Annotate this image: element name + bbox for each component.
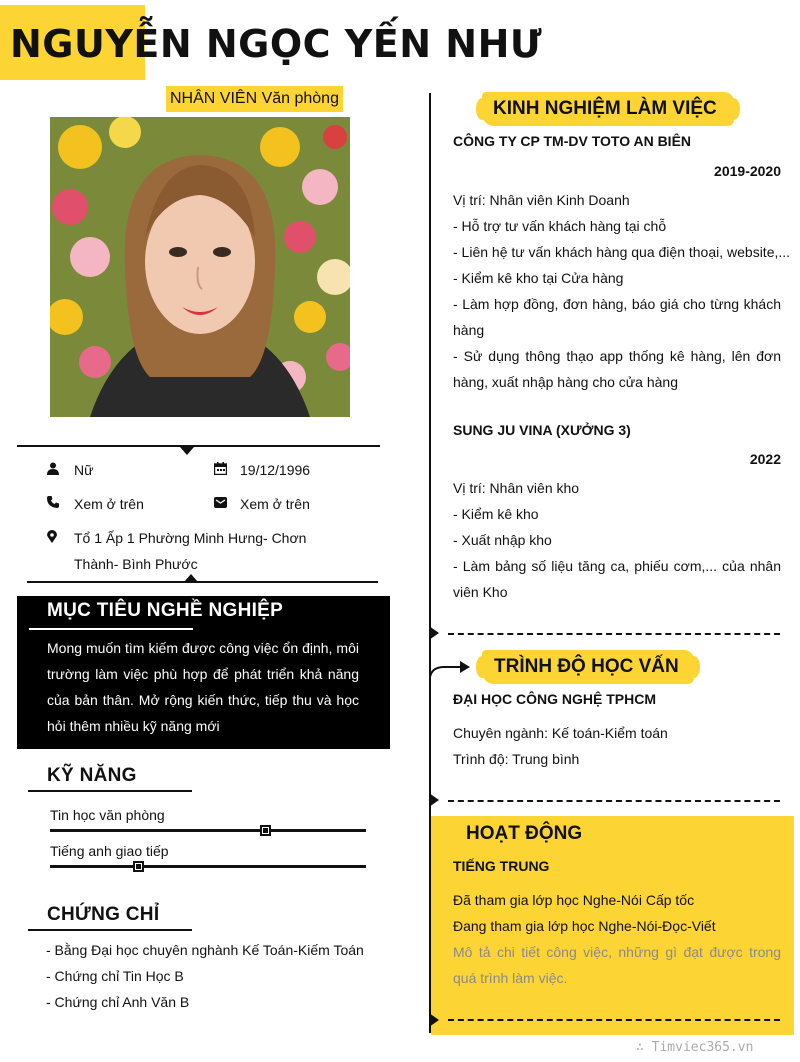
- section-divider: [448, 633, 780, 635]
- education-title: TRÌNH ĐỘ HỌC VẤN: [494, 656, 679, 677]
- objective-title: MỤC TIÊU NGHỀ NGHIỆP: [47, 600, 284, 621]
- section-divider: [448, 800, 780, 802]
- activity-line: Đã tham gia lớp học Nghe-Nói Cấp tốc: [453, 892, 695, 908]
- timeline-marker: [429, 793, 439, 807]
- activity-placeholder: Mô tả chi tiết công việc, những gì đạt được trong quá trình làm việc.: [453, 944, 781, 986]
- title-underline: [28, 790, 192, 792]
- email-value: Xem ở trên: [240, 496, 310, 512]
- certificate-item: - Chứng chỉ Anh Văn B: [46, 994, 190, 1010]
- title-underline: [29, 628, 193, 630]
- timeline-marker: [429, 1013, 439, 1027]
- certificate-item: - Bằng Đại học chuyên nghành Kế Toán-Kiếm Toán: [46, 942, 364, 958]
- watermark: ∴ Timviec365.vn: [636, 1040, 754, 1055]
- address-line-1: Tổ 1 Ấp 1 Phường Minh Hưng- Chơn: [74, 530, 307, 546]
- job-title: NHÂN VIÊN Văn phòng: [166, 86, 343, 112]
- birthday-value: 19/12/1996: [240, 462, 311, 478]
- title-underline: [28, 929, 192, 931]
- job-line: - Hỗ trợ tư vấn khách hàng tại chỗ: [453, 218, 667, 234]
- arrow-icon: [430, 659, 472, 686]
- job-line: - Làm hợp đồng, đơn hàng, báo giá cho từng khách hàng: [453, 296, 781, 338]
- education-major: Chuyên ngành: Kế toán-Kiểm toán: [453, 725, 668, 741]
- divider: [27, 581, 378, 583]
- phone-icon: [46, 495, 60, 509]
- activities-title: HOẠT ĐỘNG: [466, 823, 583, 844]
- activity-subtitle: TIẾNG TRUNG: [453, 858, 550, 874]
- skill-label: Tiếng anh giao tiếp: [50, 843, 169, 859]
- job-period: 2019-2020: [714, 163, 781, 179]
- company-name: CÔNG TY CP TM-DV TOTO AN BIÊN: [453, 133, 692, 149]
- job-line: - Xuất nhập kho: [453, 532, 552, 548]
- divider: [17, 445, 380, 447]
- watermark-text: Timviec365.vn: [651, 1040, 754, 1055]
- divider-marker: [180, 447, 194, 455]
- address-line-2: Thành- Bình Phước: [74, 556, 198, 572]
- gender-value: Nữ: [74, 462, 94, 478]
- job-line: - Liên hệ tư vấn khách hàng qua điện thoại, website,...: [453, 244, 791, 260]
- job-line: - Làm bảng số liệu tăng ca, phiếu cơm,... của nhân viên Kho: [453, 558, 781, 600]
- certificate-item: - Chứng chỉ Tin Học B: [46, 968, 184, 984]
- job-line: Vị trí: Nhân viên kho: [453, 480, 580, 496]
- job-line: - Kiểm kê kho: [453, 506, 539, 522]
- profile-photo: [50, 117, 350, 417]
- certificates-title: CHỨNG CHỈ: [47, 904, 160, 925]
- experience-title: KINH NGHIỆM LÀM VIỆC: [493, 98, 717, 119]
- section-divider: [448, 1019, 780, 1021]
- map-pin-icon: [45, 529, 59, 543]
- skill-bar: [50, 829, 366, 832]
- timeline-line: [429, 93, 431, 1033]
- candidate-name: NGUYỄN NGỌC YẾN NHƯ: [10, 22, 543, 66]
- email-icon: [213, 495, 227, 509]
- calendar-icon: [213, 461, 227, 475]
- phone-value: Xem ở trên: [74, 496, 144, 512]
- objective-section: [17, 596, 390, 749]
- school-name: ĐẠI HỌC CÔNG NGHỆ TPHCM: [453, 691, 656, 707]
- job-period: 2022: [749, 451, 781, 467]
- skill-label: Tin học văn phòng: [50, 807, 165, 823]
- activity-line: Đang tham gia lớp học Nghe-Nói-Đọc-Viết: [453, 918, 716, 934]
- company-name: SUNG JU VINA (XƯỞNG 3): [453, 422, 631, 438]
- skill-level-handle: [133, 861, 144, 872]
- job-line: - Kiểm kê kho tại Cửa hàng: [453, 270, 624, 286]
- objective-text: Mong muốn tìm kiếm được công việc ổn định, môi trường làm việc phù hợp để phát triển khả năng của bản thân. Mở rộng kiến thức, tiếp thu và học hỏi thêm nhiều kỹ năng mới: [47, 640, 359, 734]
- job-line: Vị trí: Nhân viên Kinh Doanh: [453, 192, 630, 208]
- job-line: - Sử dụng thông thạo app thống kê hàng, lên đơn hàng, xuất nhập hàng cho cửa hàng: [453, 348, 781, 390]
- timeline-marker: [429, 626, 439, 640]
- skill-level-handle: [260, 825, 271, 836]
- user-icon: [46, 461, 60, 475]
- skill-bar: [50, 865, 366, 868]
- education-level: Trình độ: Trung bình: [453, 751, 580, 767]
- skills-title: KỸ NĂNG: [47, 765, 137, 786]
